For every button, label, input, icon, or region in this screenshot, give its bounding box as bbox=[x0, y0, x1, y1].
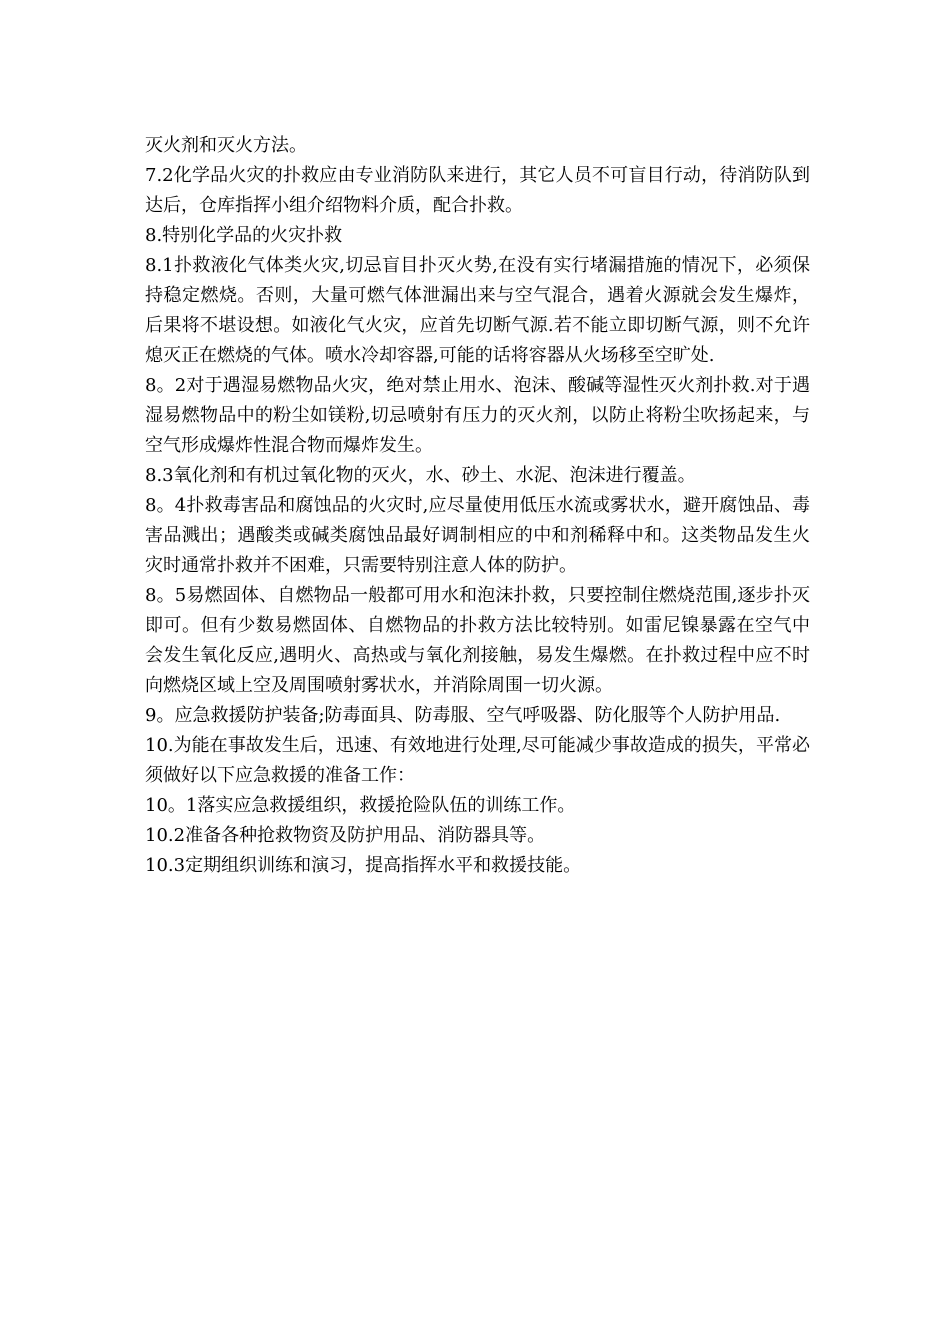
paragraph-8-2: 8。2对于遇湿易燃物品火灾，绝对禁止用水、泡沫、酸碱等湿性灭火剂扑救.对于遇湿易燃物品中的粉尘如镁粉,切忌喷射有压力的灭火剂，以防止将粉尘吹扬起来，与空气形成爆炸性混合物而爆炸发生。 bbox=[145, 375, 810, 456]
document-body bbox=[145, 131, 810, 881]
paragraph-10-1: 10。1落实应急救援组织，救援抢险队伍的训练工作。 bbox=[145, 795, 576, 816]
paragraph-7-2: 7.2化学品火灾的扑救应由专业消防队来进行，其它人员不可盲目行动，待消防队到达后，仓库指挥小组介绍物料介质，配合扑救。 bbox=[145, 165, 810, 216]
paragraph-9: 9。应急救援防护装备;防毒面具、防毒服、空气呼吸器、防化服等个人防护用品. bbox=[145, 705, 781, 726]
paragraph-extinguishing-agents-continuation: 灭火剂和灭火方法。 bbox=[145, 135, 307, 156]
paragraph-10-3: 10.3定期组织训练和演习，提高指挥水平和救援技能。 bbox=[145, 855, 582, 876]
paragraph-8-5: 8。5易燃固体、自燃物品一般都可用水和泡沫扑救，只要控制住燃烧范围,逐步扑灭即可。但有少数易燃固体、自燃物品的扑救方法比较特别。如雷尼镍暴露在空气中会发生氧化反应,遇明火、高热或与氧化剂接触，易发生爆燃。在扑救过程中应不时向燃烧区域上空及周围喷射雾状水，并消除周围一切火源。 bbox=[145, 585, 810, 696]
paragraph-8-1: 8.1扑救液化气体类火灾,切忌盲目扑灭火势,在没有实行堵漏措施的情况下，必须保持稳定燃烧。否则，大量可燃气体泄漏出来与空气混合，遇着火源就会发生爆炸，后果将不堪设想。如液化气火灾，应首先切断气源.若不能立即切断气源，则不允许熄灭正在燃烧的气体。喷水冷却容器,可能的话将容器从火场移至空旷处. bbox=[145, 255, 810, 366]
paragraph-10: 10.为能在事故发生后，迅速、有效地进行处理,尽可能减少事故造成的损失，平常必须做好以下应急救援的准备工作： bbox=[145, 735, 810, 786]
section-heading-8: 8.特别化学品的火灾扑救 bbox=[145, 225, 343, 246]
paragraph-10-2: 10.2准备各种抢救物资及防护用品、消防器具等。 bbox=[145, 825, 546, 846]
paragraph-8-4: 8。4扑救毒害品和腐蚀品的火灾时,应尽量使用低压水流或雾状水，避开腐蚀品、毒害品溅出；遇酸类或碱类腐蚀品最好调制相应的中和剂稀释中和。这类物品发生火灾时通常扑救并不困难，只需要特别注意人体的防护。 bbox=[145, 495, 810, 576]
paragraph-8-3: 8.3氧化剂和有机过氧化物的灭火，水、砂土、水泥、泡沫进行覆盖。 bbox=[145, 465, 696, 486]
